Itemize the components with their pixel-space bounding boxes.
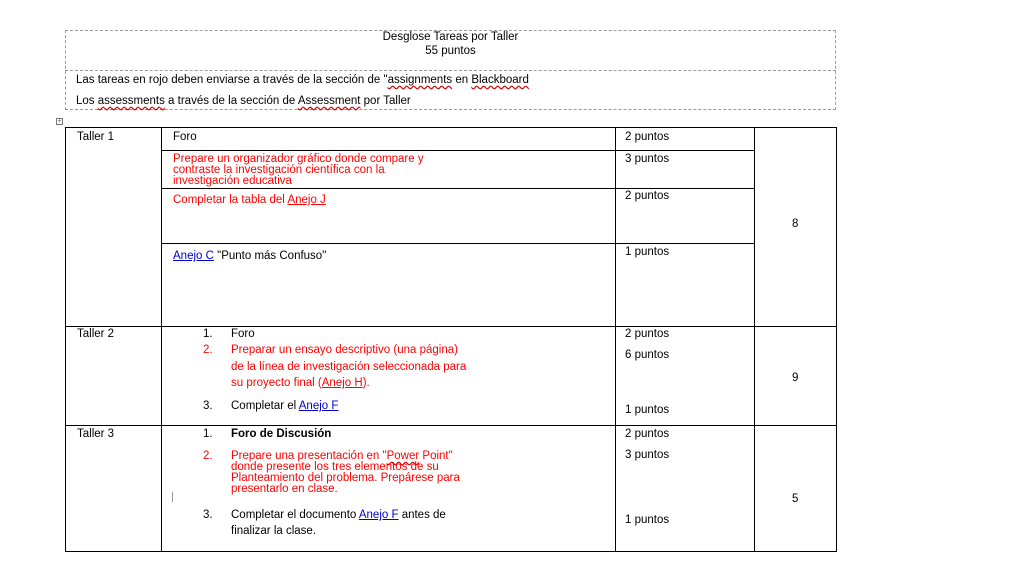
t3-item-3-l1-end: antes de (398, 509, 446, 521)
t1-row-divider-2 (161, 188, 755, 189)
t3-item-2-l1-text: Prepare una presentación en " (231, 450, 387, 462)
t1-task-organizador-l3: investigación educativa (173, 175, 292, 187)
taller-divider-1 (65, 326, 837, 327)
instruction-line-2 (76, 95, 411, 108)
t1-points-3: 2 puntos (625, 190, 670, 202)
t3-item-3-l2: finalizar la clase. (231, 525, 317, 537)
taller-3-total: 5 (792, 493, 799, 505)
t2-item-3-text (231, 400, 338, 413)
t3-item-2-l3: Planteamiento del problema. Prepárese para (231, 472, 460, 484)
table-col-divider-1 (161, 127, 162, 552)
t3-item-3-l1 (231, 509, 446, 522)
instruction-2-assessment: Assessment (297, 95, 361, 107)
taller-1-label: Taller 1 (77, 131, 115, 143)
t3-item-3-num: 3. (203, 509, 213, 521)
taller-3-label: Taller 3 (77, 428, 115, 440)
t3-item-2-power: Power (386, 450, 420, 462)
t2-item-1-text: Foro (231, 328, 255, 340)
t1-task-anejo-c-text: "Punto más Confuso" (213, 250, 327, 262)
t3-points-3: 1 puntos (625, 514, 670, 526)
anejo-j-link[interactable]: Anejo J (287, 194, 326, 206)
t1-row-divider-1 (161, 150, 755, 151)
instruction-2-text-a: Los (76, 95, 98, 107)
table-border-right (836, 127, 837, 552)
t2-item-3-text-a: Completar el (231, 400, 299, 412)
table-border-top (65, 127, 837, 128)
t2-item-2-l2: de la línea de investigación seleccionada para (231, 361, 467, 373)
t3-item-2-num: 2. (203, 450, 213, 462)
taller-divider-2 (65, 425, 837, 426)
taller-1-total: 8 (792, 218, 799, 230)
taller-2-total: 9 (792, 372, 799, 384)
instruction-1-assignments: assignments (387, 74, 453, 86)
t1-points-4: 1 puntos (625, 246, 670, 258)
t1-task-anejo-c (173, 250, 326, 263)
instruction-2-assessments: assessments (97, 95, 165, 107)
t2-item-2-l3-end: ). (362, 377, 370, 389)
t1-points-1: 2 puntos (625, 131, 670, 143)
t2-item-2-num: 2. (203, 344, 213, 356)
t3-item-3-l1-text: Completar el documento (231, 509, 359, 521)
t3-item-2-l2: donde presente los tres elementos de su (231, 461, 439, 473)
instruction-1-text-c: en (452, 74, 472, 86)
t3-item-2-l4: presentarlo en clase. (231, 483, 338, 495)
t3-item-1-text: Foro de Discusión (231, 428, 332, 440)
table-border-left (65, 127, 66, 552)
t2-item-2-l3 (231, 377, 370, 390)
t2-item-3-num: 3. (203, 400, 213, 412)
doc-title: Desglose Tareas por Taller (382, 31, 519, 43)
t2-item-2-l1: Preparar un ensayo descriptivo (una página) (231, 344, 458, 356)
instruction-2-text-e: por Taller (360, 95, 411, 107)
instruction-line-1 (76, 74, 529, 87)
instruction-1-text-a: Las tareas en rojo deben enviarse a través de la sección de " (76, 74, 388, 86)
t2-points-3: 1 puntos (625, 404, 670, 416)
anejo-f-link-t3[interactable]: Anejo F (358, 509, 399, 521)
t1-task-foro: Foro (173, 131, 197, 143)
table-border-bottom (65, 551, 837, 552)
t2-points-1: 2 puntos (625, 328, 670, 340)
text-cursor (172, 492, 173, 502)
t1-points-2: 3 puntos (625, 153, 670, 165)
instruction-2-text-c: a través de la sección de (164, 95, 298, 107)
t3-item-1-num: 1. (203, 428, 213, 440)
taller-2-label: Taller 2 (77, 328, 115, 340)
t1-row-divider-3 (161, 243, 755, 244)
anejo-c-link[interactable]: Anejo C (173, 250, 214, 262)
t2-item-2-l3-text: su proyecto final ( (231, 377, 322, 389)
header-separator (65, 70, 836, 71)
t3-points-1: 2 puntos (625, 428, 670, 440)
table-move-handle-icon[interactable]: + (57, 118, 62, 125)
t1-task-organizador-l1: Prepare un organizador gráfico donde compare y (173, 153, 424, 165)
table-col-divider-2 (615, 127, 616, 552)
t2-points-2: 6 puntos (625, 349, 670, 361)
t1-task-tabla (173, 194, 326, 207)
doc-points-total: 55 puntos (425, 45, 476, 57)
t1-task-organizador-l2: contraste la investigación científica con la (173, 164, 385, 176)
t2-item-1-num: 1. (203, 328, 213, 340)
t3-points-2: 3 puntos (625, 449, 670, 461)
instruction-1-blackboard: Blackboard (471, 74, 529, 86)
t3-item-2-l1-end: Point" (419, 450, 453, 462)
anejo-f-link-t2[interactable]: Anejo F (298, 400, 339, 412)
table-col-divider-3 (754, 127, 755, 552)
t1-task-tabla-text: Completar la tabla del (173, 194, 288, 206)
anejo-h-link[interactable]: Anejo H (321, 377, 363, 389)
